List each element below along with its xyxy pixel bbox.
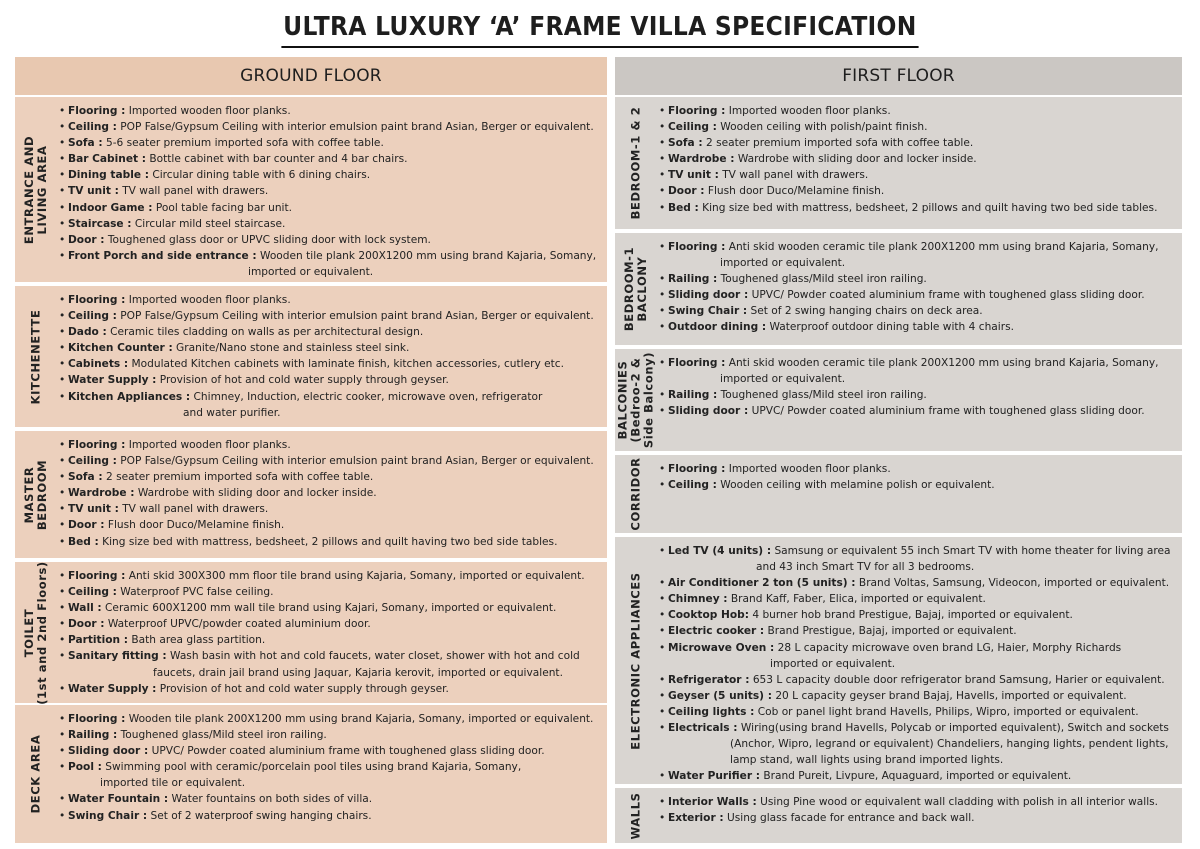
spec-item [657,287,1182,303]
spec-item [657,720,1182,768]
spec-text: Imported wooden floor planks. [125,294,291,306]
spec-item [657,591,1182,607]
spec-text: Using glass facade for entrance and back wall. [723,812,975,825]
section-label-line: BALCONIES [615,360,630,440]
spec-key: Railing : [68,729,118,742]
section-electronic-appliances [615,537,1182,784]
section-label-line: BACLONY [635,256,649,322]
spec-item [657,151,1182,167]
spec-key: TV unit : [68,185,119,198]
spec-key: Indoor Game : [68,201,153,214]
spec-key: Interior Walls : [668,796,757,808]
spec-item [57,534,607,550]
spec-text-continued: imported or equivalent. [720,373,846,386]
spec-list [657,349,1182,451]
spec-text: 2 seater premium imported sofa with coffee table. [102,471,374,484]
spec-key: Pool : [68,761,102,774]
spec-text: Wooden ceiling with melamine polish or equivalent. [716,479,995,492]
page-title-wrap [0,9,1200,49]
section-label-line: (1st and 2nd Floors) [35,560,49,705]
spec-key: Swing Chair : [68,809,148,822]
spec-item [57,340,607,356]
spec-text: 20 L capacity geyser brand Bajaj, Havells, imported or equivalent. [771,689,1127,702]
section-label-line: LIVING AREA [35,145,49,234]
spec-item [657,461,1182,477]
spec-key: Flooring : [668,463,726,475]
section-label [615,788,657,843]
spec-key: Ceiling : [68,121,117,134]
spec-item [57,469,607,485]
spec-text-continued: faucets, drain jail brand using Jaquar, Kajaria kerovit, imported or equivalent. [153,666,563,679]
spec-key: Door : [68,233,105,246]
spec-item [57,600,607,616]
spec-text: Wardrobe with sliding door and locker inside. [734,153,977,166]
spec-key: Door : [68,618,105,631]
spec-item [57,808,607,824]
section-label [15,431,57,558]
spec-text: Waterproof UPVC/powder coated aluminium door. [104,618,371,631]
spec-text: Toughened glass door or UPVC sliding door with lock system. [104,233,431,246]
spec-item [657,355,1182,387]
spec-text: 5-6 seater premium imported sofa with coffee table. [102,137,384,150]
spec-text-continued: and water purifier. [183,406,281,419]
spec-key: Refrigerator : [668,673,750,686]
spec-text: Circular dining table with 6 dining chairs. [148,169,371,182]
spec-list [57,562,607,703]
spec-list [657,455,1182,533]
section-master-bedroom [15,431,607,558]
spec-key: Geyser (5 units) : [668,689,772,702]
spec-key: Flooring : [68,713,126,725]
spec-key: Sliding door : [668,405,749,418]
spec-item [657,794,1182,810]
section-deck-area [15,705,607,843]
spec-text: Provision of hot and cold water supply through geyser. [156,682,449,695]
spec-item [57,183,607,199]
spec-text: 4 burner hob brand Prestigue, Bajaj, imported or equivalent. [748,609,1073,622]
spec-key: Railing : [668,273,718,286]
spec-text: POP False/Gypsum Ceiling with interior emulsion paint brand Asian, Berger or equivalent. [116,121,594,134]
spec-key: Kitchen Appliances : [68,390,191,403]
spec-item [57,372,607,388]
spec-item [57,167,607,183]
spec-item [57,248,607,280]
spec-item [657,319,1182,335]
spec-text: Samsung or equivalent 55 inch Smart TV with home theater for living area [771,545,1171,557]
spec-key: Bar Cabinet : [68,153,146,166]
spec-text: King size bed with mattress, bedsheet, 2 pillows and quilt having two bed side tables. [698,201,1158,214]
spec-text: Flush door Duco/Melamine finish. [104,519,285,532]
spec-text: 2 seater premium imported sofa with coffee table. [702,137,974,150]
section-label-line: Side Balcony) [641,351,656,449]
spec-key: Ceiling : [668,479,717,492]
section-toilet [15,562,607,703]
spec-key: Front Porch and side entrance : [68,249,257,262]
spec-text: Anti skid wooden ceramic tile plank 200X1200 mm using brand Kajaria, Somany, [725,241,1159,253]
section-label-line: DECK AREA [28,734,43,814]
spec-list [57,431,607,558]
spec-key: Wardrobe : [68,487,135,500]
spec-key: Flooring : [668,357,726,369]
spec-text: Wooden tile plank 200X1200 mm using brand Kajaria, Somany, [256,249,597,262]
spec-text: Water fountains on both sides of villa. [168,793,373,806]
section-label-line: (Bedroo-2 & [628,357,643,443]
spec-key: Outdoor dining : [668,321,767,334]
spec-text: Cob or panel light brand Havells, Philips, Wipro, imported or equivalent. [754,705,1139,718]
spec-item [57,437,607,453]
first-floor-header: FIRST FLOOR [615,57,1182,95]
ground-floor-header: GROUND FLOOR [15,57,607,95]
spec-text: Circular mild steel staircase. [131,217,286,230]
spec-item [657,403,1182,419]
spec-item [57,616,607,632]
section-label-line: KITCHENETTE [28,309,43,404]
section-label [615,455,657,533]
spec-text: Ceramic tiles cladding on walls as per architectural design. [106,326,424,339]
spec-text: Imported wooden floor planks. [125,439,291,451]
spec-text: Brand Kaff, Faber, Elica, imported or equivalent. [727,593,986,606]
spec-key: Dining table : [68,169,149,182]
spec-key: Microwave Oven : [668,641,775,654]
spec-key: Chimney : [668,593,728,606]
spec-key: TV unit : [668,169,719,182]
section-label-line: BEDROOM-1 [622,246,636,332]
spec-text: Waterproof PVC false ceiling. [116,586,274,599]
spec-item [57,216,607,232]
spec-item [657,768,1182,784]
spec-item [57,501,607,517]
spec-key: Ceiling : [68,310,117,323]
spec-item [657,119,1182,135]
spec-item [57,584,607,600]
spec-key: Air Conditioner 2 ton (5 units) : [668,577,856,590]
section-bedroom-1-balcony [615,233,1182,345]
spec-item [57,453,607,469]
spec-text-continued: imported tile or equivalent. [100,777,246,790]
spec-item [57,135,607,151]
spec-text-continued: imported or equivalent. [248,265,374,278]
spec-item [657,183,1182,199]
section-label-line: WALLS [628,791,643,840]
spec-text: Ceramic 600X1200 mm wall tile brand using Kajari, Somany, imported or equivalent. [101,602,557,615]
spec-text: POP False/Gypsum Ceiling with interior emulsion paint brand Asian, Berger or equivalent. [116,310,594,323]
section-label [615,97,657,229]
spec-key: Sanitary fitting : [68,650,167,663]
spec-text: Toughened glass/Mild steel iron railing. [117,729,327,742]
spec-key: Flooring : [668,105,726,117]
section-label-line: ELECTRONIC APPLIANCES [628,571,643,750]
spec-key: Water Fountain : [68,793,169,806]
spec-text: Imported wooden floor planks. [725,463,891,475]
spec-key: Flooring : [68,439,126,451]
spec-key: Water Purifier : [668,770,760,783]
spec-key: Ceiling : [668,121,717,134]
section-corridor [615,455,1182,533]
section-label [615,349,657,451]
spec-key: Swing Chair : [668,305,748,318]
spec-key: Kitchen Counter : [68,342,173,355]
spec-key: Led TV (4 units) : [668,545,772,557]
spec-text-continued: imported or equivalent. [720,257,846,270]
section-label-line: MASTER [22,466,36,523]
spec-text: Using Pine wood or equivalent wall cladding with polish in all interior walls. [756,796,1159,808]
spec-text: TV wall panel with drawers. [118,185,269,198]
spec-key: Exterior : [668,812,724,825]
section-label-line: CORRIDOR [628,457,643,531]
section-label [15,286,57,427]
spec-item [57,791,607,807]
spec-text: TV wall panel with drawers. [118,503,269,516]
spec-text: Brand Pureit, Livpure, Aquaguard, imported or equivalent. [759,770,1072,783]
spec-key: Flooring : [68,105,126,117]
spec-item [657,167,1182,183]
spec-key: Railing : [668,389,718,402]
spec-text: Provision of hot and cold water supply through geyser. [156,374,449,387]
page-title: ULTRA LUXURY ‘A’ FRAME VILLA SPECIFICATION [282,9,919,48]
spec-item [57,356,607,372]
spec-key: Ceiling : [68,586,117,599]
spec-text-continued: (Anchor, Wipro, legrand or equivalent) Chandeliers, hanging lights, pendent lights, [730,738,1169,751]
spec-text: Imported wooden floor planks. [725,105,891,117]
spec-text: Set of 2 swing hanging chairs on deck area. [747,305,983,318]
spec-text: Anti skid wooden ceramic tile plank 200X1200 mm using brand Kajaria, Somany, [725,357,1159,369]
spec-item [57,711,607,727]
spec-list [57,97,607,282]
spec-text: Brand Prestigue, Bajaj, imported or equivalent. [764,625,1017,638]
section-label [15,562,57,703]
spec-item [57,485,607,501]
section-label-line: BEDROOM [35,459,49,530]
spec-item [57,681,607,697]
spec-item [657,477,1182,493]
section-balconies [615,349,1182,451]
spec-item [57,200,607,216]
spec-key: Staircase : [68,217,132,230]
spec-key: Bed : [668,201,699,214]
spec-item [657,303,1182,319]
spec-list [657,537,1182,784]
spec-text: Wardrobe with sliding door and locker inside. [134,487,377,500]
spec-item [657,200,1182,216]
spec-item [657,239,1182,271]
spec-list [657,233,1182,345]
spec-item [657,135,1182,151]
spec-text-continued: imported or equivalent. [770,657,896,670]
spec-item [657,271,1182,287]
section-kitchenette [15,286,607,427]
section-bedroom-1-2 [615,97,1182,229]
spec-text: UPVC/ Powder coated aluminium frame with toughened glass sliding door. [748,405,1145,418]
spec-text: Swimming pool with ceramic/porcelain pool tiles using brand Kajaria, Somany, [101,761,522,774]
spec-key: Sofa : [68,471,103,484]
spec-key: Sofa : [668,137,703,150]
spec-item [57,517,607,533]
spec-item [57,727,607,743]
spec-key: Electricals : [668,722,738,735]
spec-key: TV unit : [68,503,119,516]
spec-item [57,151,607,167]
spec-text: Bath area glass partition. [128,634,266,647]
spec-key: Wardrobe : [668,153,735,166]
spec-text: Imported wooden floor planks. [125,105,291,117]
spec-text: Wooden ceiling with polish/paint finish. [716,121,928,134]
spec-text: UPVC/ Powder coated aluminium frame with toughened glass sliding door. [748,289,1145,302]
spec-text: Waterproof outdoor dining table with 4 chairs. [766,321,1014,334]
section-label-line: BEDROOM-1 & 2 [628,106,643,220]
spec-key: Bed : [68,535,99,548]
spec-key: Ceiling lights : [668,705,755,718]
spec-item [657,688,1182,704]
spec-text: Pool table facing bar unit. [152,201,293,214]
spec-item [657,672,1182,688]
spec-item [57,389,607,421]
spec-list [57,286,607,427]
spec-text: Chimney, Induction, electric cooker, microwave oven, refrigerator [190,390,543,403]
spec-item [57,292,607,308]
spec-key: Flooring : [68,570,126,582]
spec-key: Electric cooker : [668,625,765,638]
spec-key: Wall : [68,602,102,615]
spec-item [57,648,607,680]
spec-item [57,119,607,135]
spec-item [57,759,607,791]
section-label [15,705,57,843]
section-entrance-living-area [15,97,607,282]
spec-text: 653 L capacity double door refrigerator brand Samsung, Harier or equivalent. [749,673,1165,686]
spec-text: Bottle cabinet with bar counter and 4 bar chairs. [146,153,408,166]
spec-text: Wooden tile plank 200X1200 mm using brand Kajaria, Somany, imported or equivalent. [125,713,594,725]
spec-text: 28 L capacity microwave oven brand LG, Haier, Morphy Richards [774,641,1122,654]
spec-list [657,788,1182,843]
spec-item [57,324,607,340]
spec-key: Flooring : [68,294,126,306]
spec-text: POP False/Gypsum Ceiling with interior emulsion paint brand Asian, Berger or equivalent. [116,455,594,468]
spec-text: Flush door Duco/Melamine finish. [704,185,885,198]
spec-text: Set of 2 waterproof swing hanging chairs. [147,809,372,822]
spec-text: Modulated Kitchen cabinets with laminate finish, kitchen accessories, cutlery etc. [128,358,564,371]
spec-key: Sliding door : [68,745,149,758]
spec-text-continued: lamp stand, wall lights using brand imported lights. [730,754,1004,767]
spec-text: UPVC/ Powder coated aluminium frame with toughened glass sliding door. [148,745,545,758]
section-label-line: ENTRANCE AND [22,135,36,244]
spec-text: Brand Voltas, Samsung, Videocon, imported or equivalent. [855,577,1170,590]
spec-key: Dado : [68,326,107,339]
spec-text: TV wall panel with drawers. [718,169,869,182]
spec-item [57,743,607,759]
spec-key: Ceiling : [68,455,117,468]
spec-key: Door : [68,519,105,532]
spec-item [57,308,607,324]
spec-item [57,632,607,648]
spec-text: King size bed with mattress, bedsheet, 2 pillows and quilt having two bed side tables. [98,535,558,548]
spec-text-continued: and 43 inch Smart TV for all 3 bedrooms. [756,561,975,574]
spec-item [657,575,1182,591]
section-label [15,97,57,282]
spec-text: Anti skid 300X300 mm floor tile brand using Kajaria, Somany, imported or equivalent. [125,570,585,582]
spec-key: Water Supply : [68,682,157,695]
spec-text: Wiring(using brand Havells, Polycab or imported equivalent), Switch and sockets [737,722,1169,735]
spec-item [657,810,1182,826]
section-walls [615,788,1182,843]
spec-text: Granite/Nano stone and stainless steel sink. [172,342,410,355]
spec-list [657,97,1182,229]
spec-key: Water Supply : [68,374,157,387]
ground-floor-column [15,57,607,822]
spec-item [57,232,607,248]
spec-key: Sofa : [68,137,103,150]
section-label [615,233,657,345]
spec-item [657,103,1182,119]
spec-text: Wash basin with hot and cold faucets, water closet, shower with hot and cold [166,650,580,663]
spec-text: Toughened glass/Mild steel iron railing. [717,389,927,402]
spec-item [657,640,1182,672]
spec-item [657,387,1182,403]
spec-key: Cooktop Hob: [668,609,749,622]
spec-item [657,623,1182,639]
spec-key: Door : [668,185,705,198]
spec-key: Partition : [68,634,128,647]
section-label-line: TOILET [22,608,36,657]
spec-text: Toughened glass/Mild steel iron railing. [717,273,927,286]
spec-item [657,607,1182,623]
spec-key: Sliding door : [668,289,749,302]
spec-item [657,704,1182,720]
first-floor-column [615,57,1182,840]
spec-key: Cabinets : [68,358,129,371]
spec-list [57,705,607,843]
spec-item [57,568,607,584]
spec-key: Flooring : [668,241,726,253]
spec-item [657,543,1182,575]
section-label [615,537,657,784]
spec-item [57,103,607,119]
